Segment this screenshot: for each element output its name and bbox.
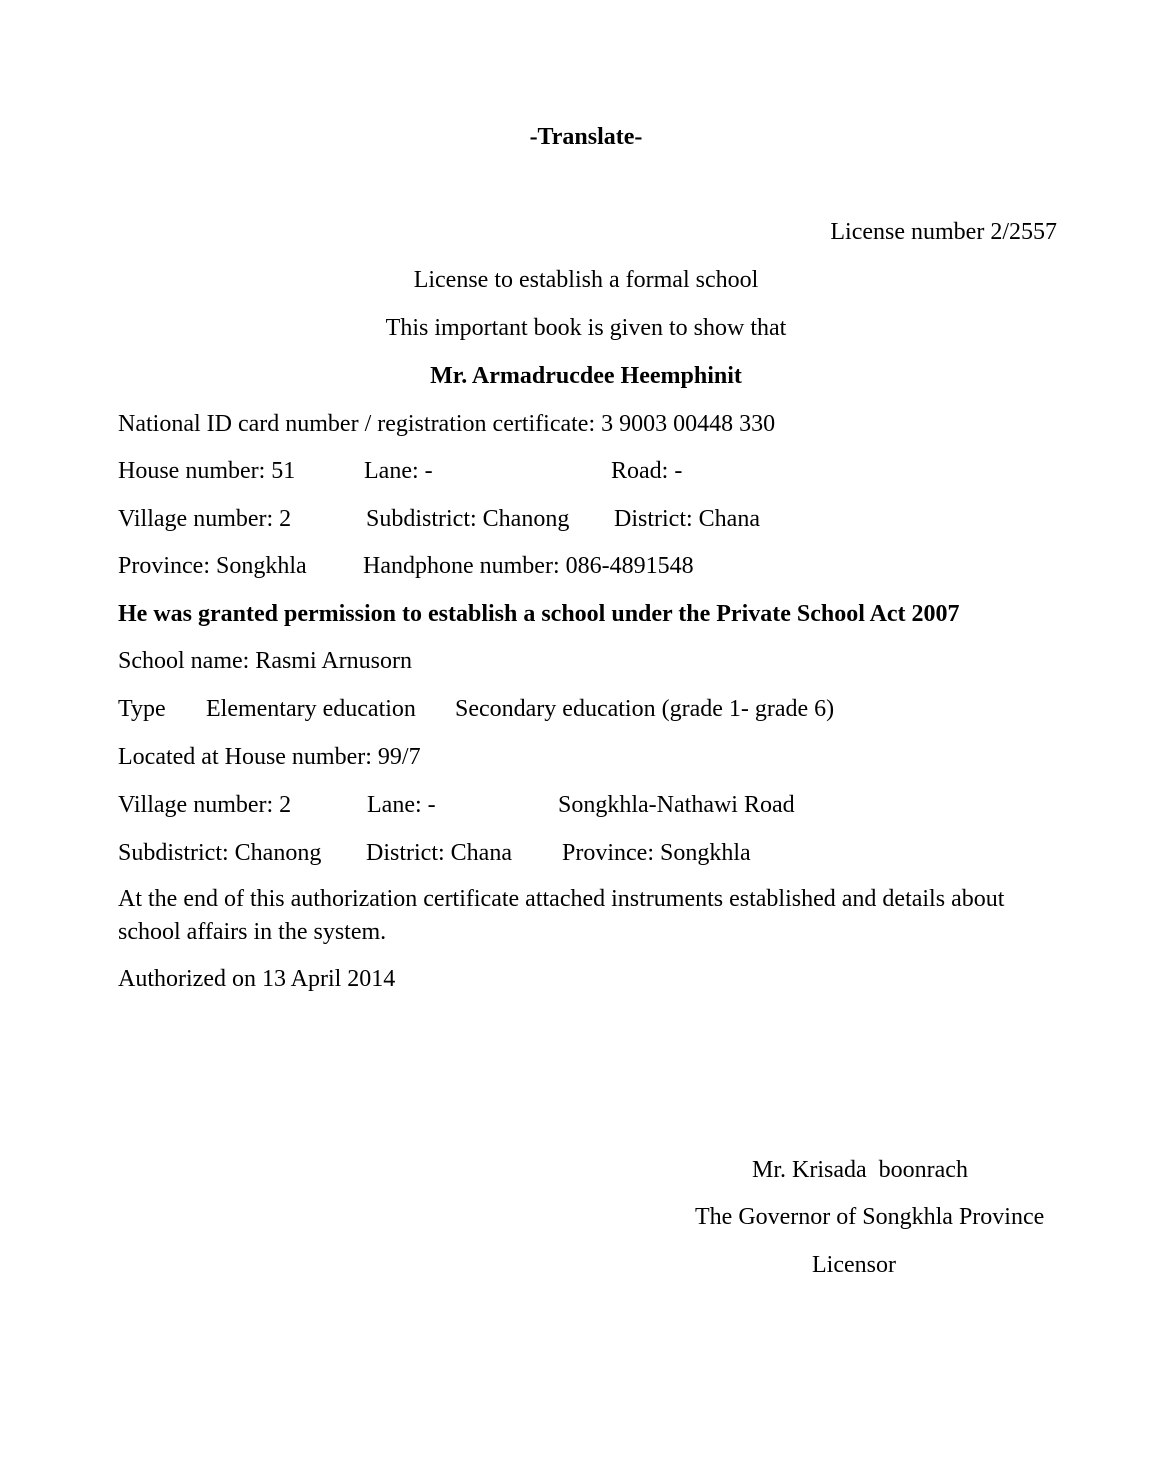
school-type-secondary: Secondary education (grade 1- grade 6): [455, 696, 835, 722]
school-lane: Lane: -: [367, 792, 436, 818]
holder-village-number: Village number: 2: [118, 506, 292, 532]
school-road: Songkhla-Nathawi Road: [558, 792, 795, 818]
signatory-role: Licensor: [812, 1252, 896, 1278]
holder-lane: Lane: -: [364, 458, 433, 484]
holder-handphone: Handphone number: 086-4891548: [363, 553, 694, 579]
holder-house-number: House number: 51: [118, 458, 296, 484]
school-name: School name: Rasmi Arnusorn: [118, 648, 412, 674]
holder-name: Mr. Armadrucdee Heemphinit: [430, 363, 742, 389]
holder-subdistrict: Subdistrict: Chanong: [366, 506, 570, 532]
national-id: National ID card number / registration certificate: 3 9003 00448 330: [118, 411, 776, 437]
attachment-note: At the end of this authorization certificate attached instruments established and details about school affairs in the system.: [118, 886, 1005, 945]
holder-province: Province: Songkhla: [118, 553, 307, 579]
authorized-on: Authorized on 13 April 2014: [118, 966, 396, 992]
signatory-name: Mr. Krisada boonrach: [752, 1157, 968, 1183]
license-number: License number 2/2557: [830, 219, 1057, 245]
license-title: License to establish a formal school: [413, 267, 759, 293]
school-type-elementary: Elementary education: [206, 696, 416, 722]
school-located-at: Located at House number: 99/7: [118, 744, 421, 770]
translate-heading: -Translate-: [529, 124, 643, 150]
school-district: District: Chana: [366, 840, 512, 866]
license-subtitle: This important book is given to show that: [385, 315, 787, 341]
grant-statement: He was granted permission to establish a school under the Private School Act 2007: [118, 601, 960, 627]
school-village-number: Village number: 2: [118, 792, 292, 818]
school-province: Province: Songkhla: [562, 840, 751, 866]
school-type-label: Type: [118, 696, 166, 722]
signatory-position: The Governor of Songkhla Province: [695, 1204, 1045, 1230]
holder-district: District: Chana: [614, 506, 760, 532]
school-subdistrict: Subdistrict: Chanong: [118, 840, 322, 866]
holder-road: Road: -: [611, 458, 683, 484]
